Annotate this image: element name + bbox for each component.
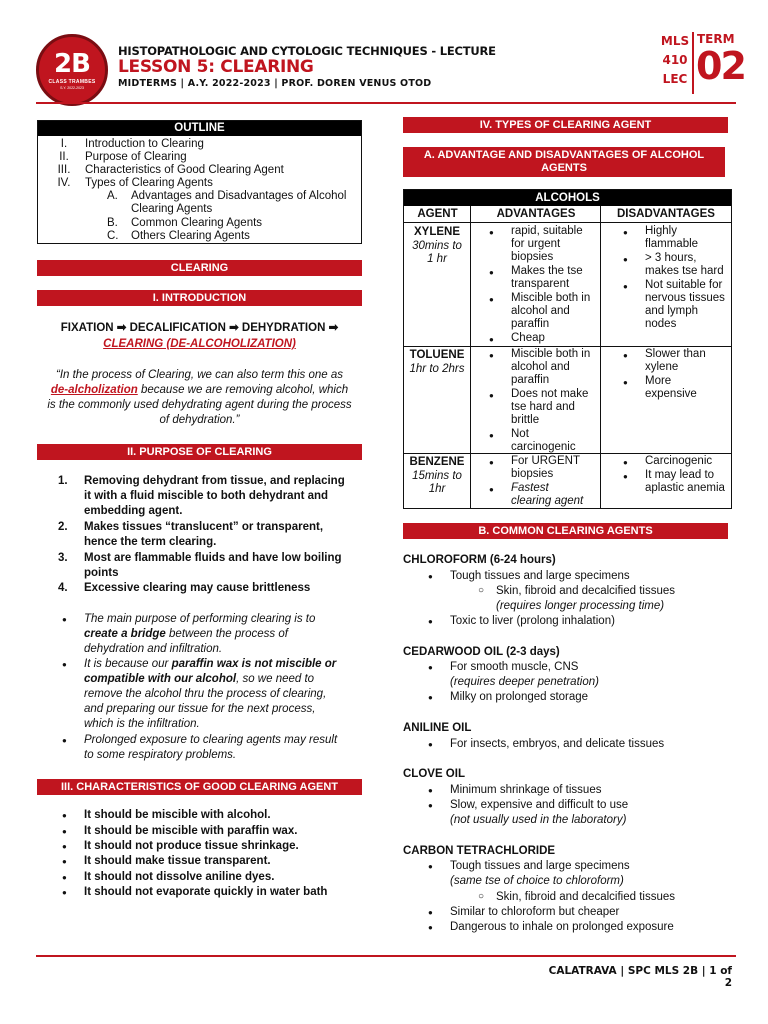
cell-line: ● > 3 hours, [645,252,697,264]
purpose-note-text: , so we need to [236,673,315,685]
outline-item: Others Clearing Agents [131,230,250,242]
process-flow-highlight: CLEARING (DE-ALCOHOLIZATION) [103,338,296,350]
cell-line: xylene [645,361,679,373]
outline-heading: OUTLINE [38,121,361,136]
outline-num: II. [59,151,69,163]
agent-subpoint: ○ Skin, fibroid and decalcified tissues [496,890,675,904]
purpose-note: which is the infiltration. [84,718,200,730]
section-bar-characteristics: III. CHARACTERISTICS OF GOOD CLEARING AGENT [37,779,362,795]
characteristic-item: ● It should not produce tissue shrinkage. [84,839,299,853]
disadvantage-item [645,469,725,495]
purpose-num: 1. [58,475,68,487]
cell-line: alcohol and [511,305,570,317]
cell-line: ● Miscible both in [511,348,591,360]
cell-line: flammable [645,238,699,250]
table-header-disadvantages: DISADVANTAGES [617,208,715,220]
cell-line: biopsies [511,251,554,263]
characteristic-item: ● It should make tissue transparent. [84,854,271,868]
section-bar-purpose: II. PURPOSE OF CLEARING [37,444,362,460]
cell-line: paraffin [511,318,550,330]
disadvantage-item [645,455,712,468]
advantage-item [511,332,545,345]
agent-name-toluene: TOLUENE [409,349,465,361]
cell-line: ● Fastest [511,482,549,494]
cell-line: aplastic anemia [645,482,725,494]
cell-line: ● rapid, suitable [511,225,583,237]
disadvantage-item [645,252,724,278]
cell-line: ● Makes the tse [511,265,583,277]
disadvantage-item [645,225,698,251]
badge-term-number: 02 [696,44,745,88]
agent-time: 15mins to [412,470,462,482]
agent-point: ● Dangerous to inhale on prolonged exposure [450,920,674,934]
cell-line: ● Carcinogenic [645,455,713,467]
purpose-num: 3. [58,552,68,564]
purpose-num: 2. [58,521,68,533]
agent-name-benzene: BENZENE [409,456,465,468]
cell-line: transparent [511,278,570,290]
purpose-note [84,672,314,686]
section-bar-introduction: I. INTRODUCTION [37,290,362,306]
page-header [0,0,768,108]
quote-line-rest: because we are removing alcohol, which [140,384,349,396]
cell-line: ● More [645,375,672,387]
cell-line: paraffin [511,374,550,386]
purpose-line: hence the term clearing. [84,536,217,548]
course-badge [660,32,745,94]
agent-heading-aniline: ANILINE OIL [403,722,472,734]
purpose-note-text: It is because our [84,658,169,670]
lesson-meta: MIDTERMS | A.Y. 2022-2023 | PROF. DOREN VENUS OTOD [118,78,432,89]
cell-line: ● Not suitable for [645,279,723,291]
purpose-line: points [84,567,119,579]
table-title: ALCOHOLS [404,190,731,206]
cell-line: makes tse hard [645,265,724,277]
agent-point: ● Tough tissues and large specimens [450,859,630,873]
cell-line: alcohol and [511,361,570,373]
table-col-divider [600,206,601,508]
agent-point-note: (same tse of choice to chloroform) [450,875,624,887]
agent-time: 1 hr [427,253,447,265]
agent-time: 30mins to [412,240,462,252]
section-bar-line: A. ADVANTAGE AND DISADVANTAGES OF ALCOHOL [423,149,705,161]
outline-item: Types of Clearing Agents [85,177,213,189]
agent-point-note: (requires deeper penetration) [450,676,599,688]
quote-line: “In the process of Clearing, we can also term this one as [55,369,343,381]
outline-item: Clearing Agents [131,203,213,215]
agent-point-note: (not usually used in the laboratory) [450,814,627,826]
advantage-item [511,388,588,427]
cell-line: biopsies [511,468,554,480]
quote-line: of dehydration.” [159,414,240,426]
cell-line: for urgent [511,238,561,250]
cell-line: tse hard and [511,401,575,413]
section-bar-types: IV. TYPES OF CLEARING AGENT [403,117,728,133]
characteristic-item: ● It should be miscible with paraffin wax. [84,824,297,838]
section-bar-line: AGENTS [541,162,587,174]
purpose-note: ● The main purpose of performing clearing is to [84,612,315,626]
section-bar-clearing: CLEARING [37,260,362,276]
purpose-line: Excessive clearing may cause brittleness [84,582,311,594]
table-header-agent: AGENT [417,208,458,220]
advantage-item [511,428,576,454]
outline-num: IV. [57,177,71,189]
purpose-note: and preparing our tissue for the next process, [84,703,316,715]
purpose-num: 4. [58,582,68,594]
outline-num: C. [107,230,119,242]
outline-num: A. [107,190,118,202]
agent-point: ● Milky on prolonged storage [450,690,588,704]
outline-item: Introduction to Clearing [85,138,204,150]
purpose-note [84,657,336,671]
disadvantage-item [645,279,725,331]
logo-sub-text: CLASS TRAMBES [48,78,96,85]
disadvantage-item [645,348,706,374]
table-col-divider [470,206,471,508]
class-logo [36,34,108,106]
logo-sub2-text: S.Y. 2022-2023 [60,85,84,90]
table-header-advantages: ADVANTAGES [496,208,576,220]
section-bar-alcohol-agents [403,147,725,177]
quote-line [37,383,362,397]
characteristic-item: ● It should be miscible with alcohol. [84,808,271,822]
outline-num: I. [60,138,68,150]
purpose-line: embedding agent. [84,505,183,517]
table-row-divider [404,222,731,223]
agent-point: ● For insects, embryos, and delicate tissues [450,737,664,751]
process-flow: FIXATION ➡ DECALIFICATION ➡ DEHYDRATION ➡ [60,322,339,334]
purpose-note-emphasis: paraffin wax is not miscible or [171,658,337,670]
outline-item: Characteristics of Good Clearing Agent [85,164,284,176]
badge-410: 410 [662,53,688,67]
purpose-note: to some respiratory problems. [84,749,237,761]
agent-point: ● Minimum shrinkage of tissues [450,783,601,797]
page-footer: CALATRAVA | SPC MLS 2B | 1 of 2 [548,965,732,989]
agent-subpoint: ○ Skin, fibroid and decalcified tissues [496,584,675,598]
outline-item: Common Clearing Agents [131,217,263,229]
cell-line: expensive [645,388,697,400]
advantage-item [511,225,583,264]
agent-point: ● Tough tissues and large specimens [450,569,630,583]
outline-num: III. [57,164,71,176]
purpose-note: ● Prolonged exposure to clearing agents may result [84,733,337,747]
purpose-line: Makes tissues “translucent” or transparent, [84,521,324,533]
outline-item: Purpose of Clearing [85,151,187,163]
characteristic-item: ● It should not evaporate quickly in water bath [84,885,327,899]
cell-line: carcinogenic [511,441,576,453]
agent-point: ● Slow, expensive and difficult to use [450,798,628,812]
agent-point: ● Toxic to liver (prolong inhalation) [450,614,615,628]
advantage-item [511,292,590,331]
course-title: HISTOPATHOLOGIC AND CYTOLOGIC TECHNIQUES - LECTURE [118,44,496,58]
agent-time: 1hr [428,483,446,495]
cell-line: ● Highly [645,225,677,237]
header-divider [36,102,736,104]
advantage-item [511,348,590,387]
logo-main-text: 2B [54,48,90,79]
cell-line: and lymph [645,305,699,317]
footer-divider [36,955,736,957]
cell-line: nodes [645,318,677,330]
cell-line: ● Does not make [511,388,589,400]
purpose-note-rest: between the process of [169,628,288,640]
badge-lec: LEC [662,72,688,86]
purpose-note-emphasis: compatible with our alcohol [84,673,237,685]
purpose-line: it with a fluid miscible to both dehydrant and [84,490,329,502]
agent-heading-carbon-tetrachloride: CARBON TETRACHLORIDE [403,845,556,857]
cell-line: brittle [511,414,540,426]
purpose-note: remove the alcohol thru the process of clearing, [84,688,327,700]
cell-line: ● For URGENT [511,455,580,467]
characteristic-item: ● It should not dissolve aniline dyes. [84,870,274,884]
cell-line: nervous tissues [645,292,725,304]
badge-left [660,32,690,89]
purpose-note: dehydration and infiltration. [84,643,223,655]
cell-line: ● Miscible both in [511,292,591,304]
outline-box [37,120,362,244]
agent-heading-chloroform: CHLOROFORM (6-24 hours) [403,554,556,566]
purpose-note-emphasis: create a bridge [84,628,166,640]
badge-divider [692,32,694,94]
cell-line: ● Slower than [645,348,706,360]
badge-mls: MLS [660,34,690,48]
outline-num: B. [107,217,118,229]
purpose-line: Removing dehydrant from tissue, and replacing [84,475,345,487]
agent-time: 1hr to 2hrs [409,363,465,375]
agent-subpoint-note: (requires longer processing time) [496,600,665,612]
agent-heading-clove: CLOVE OIL [403,768,465,780]
lesson-title: LESSON 5: CLEARING [118,57,314,77]
section-bar-common-agents: B. COMMON CLEARING AGENTS [403,523,728,539]
quote-line: is the commonly used dehydrating agent during the process [47,399,352,411]
agent-name-xylene: XYLENE [413,226,460,238]
advantage-item [511,482,583,508]
purpose-line: Most are flammable fluids and have low boiling [84,552,342,564]
disadvantage-item [645,375,697,401]
advantage-item [511,265,583,291]
alcohols-table [403,189,732,509]
agent-point: ● Similar to chloroform but cheaper [450,905,619,919]
quote-term: de-alcholization [50,384,138,396]
table-row-divider [404,346,731,347]
cell-line: ● Not [511,428,529,440]
agent-heading-cedarwood: CEDARWOOD OIL (2-3 days) [403,646,560,658]
cell-line: clearing agent [511,495,584,507]
cell-line: ● It may lead to [645,469,715,481]
agent-point: ● For smooth muscle, CNS [450,660,578,674]
cell-line: ● Cheap [511,332,545,344]
badge-term: TERM [697,32,735,46]
outline-item: Advantages and Disadvantages of Alcohol [131,190,347,202]
advantage-item [511,455,580,481]
purpose-note [84,627,288,641]
